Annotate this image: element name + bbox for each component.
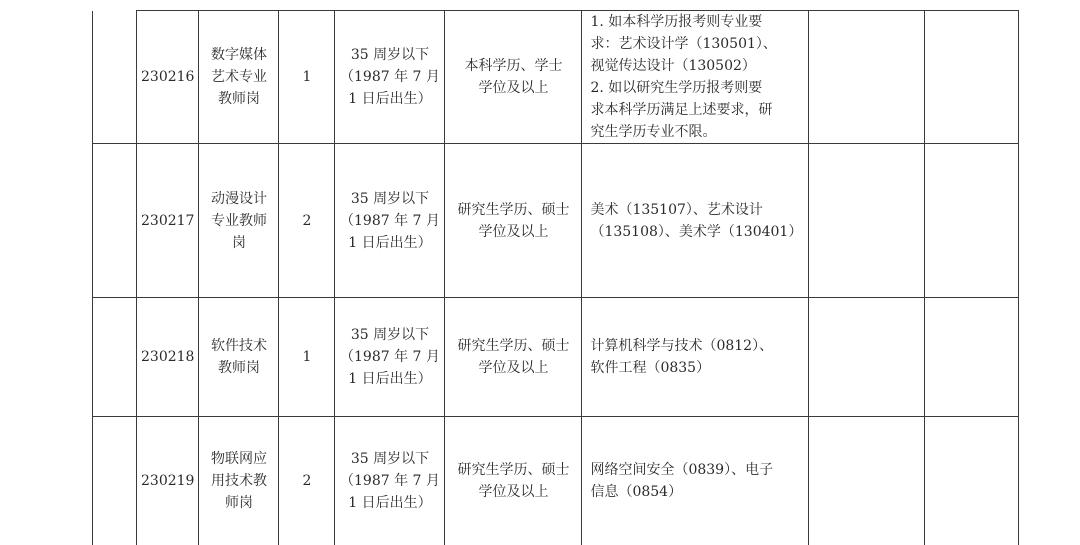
education-requirement — [445, 144, 582, 298]
empty-cell — [925, 417, 1019, 545]
post-title — [199, 11, 279, 144]
age-requirement — [335, 298, 445, 417]
blank-cell — [93, 298, 137, 417]
requirement-line: 1. 如本科学历报考则专业要 — [590, 14, 763, 30]
table-body — [93, 11, 1019, 545]
requirement-line: 究生学历专业不限。 — [590, 124, 717, 140]
education-requirement — [445, 417, 582, 545]
post-title-line: 教师岗 — [217, 91, 260, 107]
table-row — [93, 417, 1019, 545]
blank-cell — [93, 144, 137, 298]
post-title — [199, 417, 279, 545]
empty-cell — [809, 144, 925, 298]
requirement-line: 求：艺术设计学（130501）、 — [590, 36, 777, 52]
age-line: 35 周岁以下 — [350, 47, 430, 63]
post-title-line: 物联网应 — [210, 450, 267, 467]
post-count: 1 — [279, 298, 335, 417]
post-title-line: 软件技术 — [210, 338, 267, 354]
empty-cell — [925, 144, 1019, 298]
post-code: 230219 — [137, 417, 199, 545]
post-title-line: 教师岗 — [217, 360, 260, 376]
requirement-line: 2. 如以研究生学历报考则要 — [590, 80, 763, 96]
post-count: 2 — [279, 417, 335, 545]
age-line: （1987 年 7 月 — [340, 212, 440, 229]
age-line: 1 日后出生） — [348, 234, 432, 251]
post-count: 1 — [279, 11, 335, 144]
age-line: 1 日后出生） — [348, 494, 432, 511]
table-row — [93, 298, 1019, 417]
table-row — [93, 11, 1019, 144]
post-title — [199, 298, 279, 417]
requirement-line: 求本科学历满足上述要求，研 — [590, 102, 773, 118]
education-line: 学位及以上 — [478, 360, 549, 376]
age-line: 1 日后出生） — [348, 371, 432, 387]
education-line: 研究生学历、硕士 — [457, 338, 570, 354]
age-line: （1987 年 7 月 — [340, 69, 440, 85]
blank-cell — [93, 11, 137, 144]
requirement-line: 网络空间安全（0839）、电子 — [590, 461, 774, 478]
education-requirement — [445, 298, 582, 417]
requirement-line: 计算机科学与技术（0812）、 — [590, 338, 774, 354]
requirement-line: 软件工程（0835） — [590, 360, 711, 376]
post-title — [199, 144, 279, 298]
age-requirement — [335, 417, 445, 545]
empty-cell — [809, 298, 925, 417]
empty-cell — [809, 11, 925, 144]
blank-cell — [93, 417, 137, 545]
empty-cell — [925, 11, 1019, 144]
post-code: 230216 — [137, 11, 199, 144]
education-line: 学位及以上 — [478, 80, 549, 96]
education-line: 本科学历、学士 — [464, 58, 563, 74]
age-line: 1 日后出生） — [348, 91, 432, 107]
age-line: 35 周岁以下 — [350, 190, 430, 207]
age-line: 35 周岁以下 — [350, 450, 430, 467]
post-title-line: 岗 — [231, 234, 246, 251]
requirement-line: （135108）、美术学（130401） — [590, 223, 803, 240]
post-title-line: 师岗 — [224, 494, 253, 511]
requirement-line: 美术（135107）、艺术设计 — [590, 201, 763, 218]
post-title-line: 艺术专业 — [210, 69, 267, 85]
post-count: 2 — [279, 144, 335, 298]
requirement-line: 视觉传达设计（130502） — [590, 58, 756, 74]
education-line: 学位及以上 — [478, 483, 549, 500]
post-title-line: 专业教师 — [210, 212, 267, 229]
major-requirement — [582, 144, 809, 298]
major-requirement — [582, 11, 809, 144]
major-requirement — [582, 298, 809, 417]
post-title-line: 动漫设计 — [210, 190, 267, 207]
post-title-line: 用技术教 — [210, 472, 267, 489]
education-line: 研究生学历、硕士 — [457, 201, 570, 218]
post-code: 230218 — [137, 298, 199, 417]
requirement-line: 信息（0854） — [590, 483, 683, 500]
post-title-line: 数字媒体 — [210, 47, 267, 63]
empty-cell — [925, 298, 1019, 417]
empty-cell — [809, 417, 925, 545]
education-line: 研究生学历、硕士 — [457, 461, 570, 478]
table-row — [93, 144, 1019, 298]
age-line: 35 周岁以下 — [350, 327, 430, 343]
education-requirement — [445, 11, 582, 144]
age-line: （1987 年 7 月 — [340, 349, 440, 365]
recruitment-table — [92, 10, 1019, 545]
post-code: 230217 — [137, 144, 199, 298]
education-line: 学位及以上 — [478, 223, 549, 240]
age-requirement — [335, 144, 445, 298]
major-requirement — [582, 417, 809, 545]
age-requirement — [335, 11, 445, 144]
age-line: （1987 年 7 月 — [340, 472, 440, 489]
